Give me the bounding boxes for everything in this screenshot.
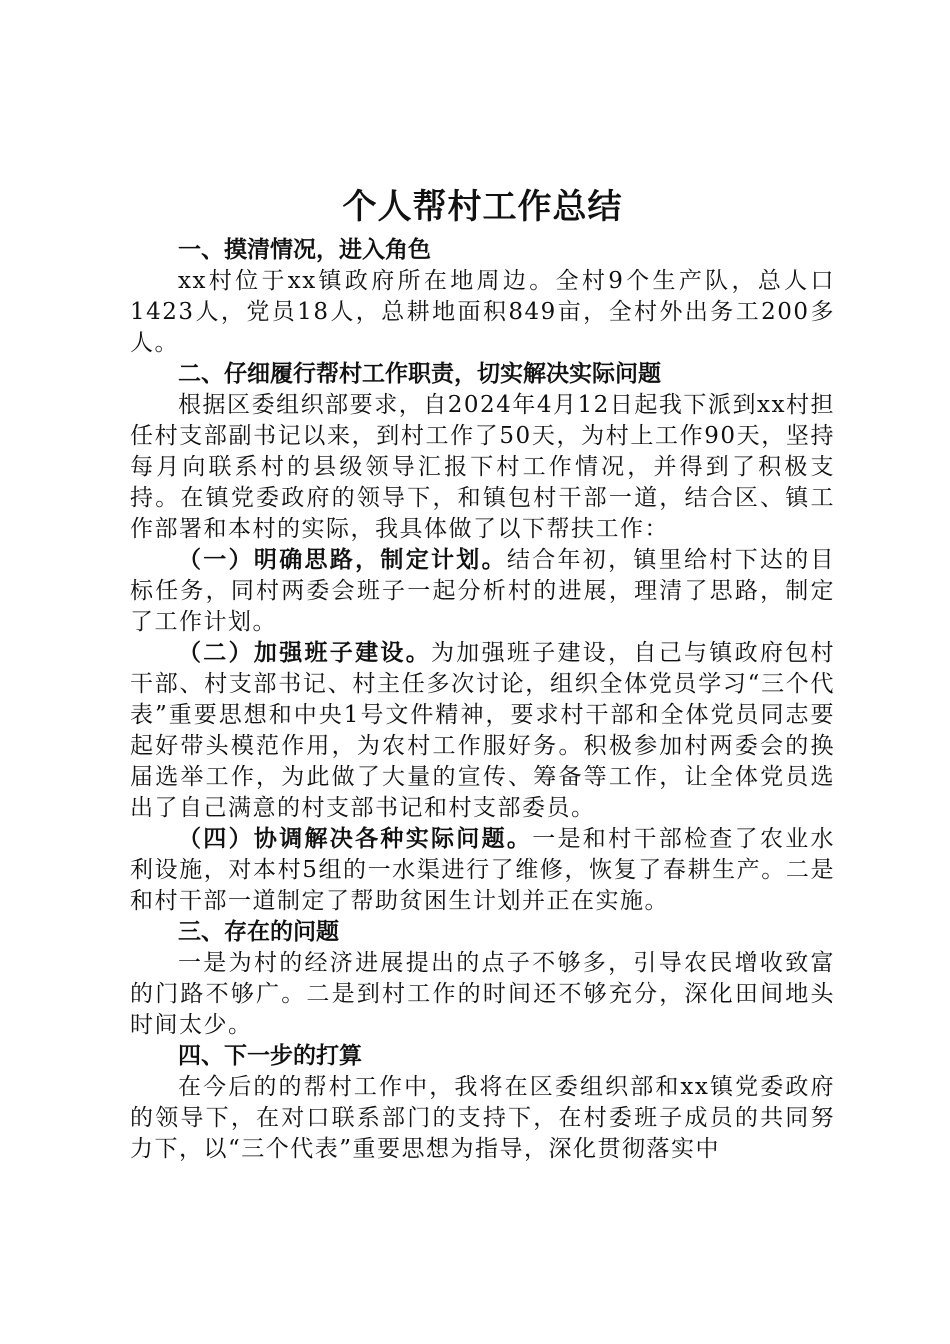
paragraph-text: xx村位于xx镇政府所在地周边。全村9个生产队，总人口1423人，党员18人，总耕地面积849亩，全村外出务工200多人。	[130, 268, 835, 356]
document-body	[130, 183, 835, 1165]
paragraph	[130, 824, 835, 917]
paragraph	[130, 1072, 835, 1165]
section-2	[130, 359, 835, 917]
paragraph-text: 根据区委组织部要求，自2024年4月12日起我下派到xx村担任村支部副书记以来，到村工作了50天，为村上工作90天，坚持每月向联系村的县级领导汇报下村工作情况，并得到了积极支持。在镇党委政府的领导下，和镇包村干部一道，结合区、镇工作部署和本村的实际，我具体做了以下帮扶工作：	[130, 392, 835, 542]
paragraph-text: 结合年初，镇里给村下达的目标任务，同村两委会班子一起分析村的进展，理清了思路，制定了工作计划。	[130, 547, 836, 635]
section-heading: 四、下一步的打算	[178, 1043, 362, 1069]
paragraph	[130, 948, 835, 1041]
paragraph	[130, 390, 835, 545]
paragraph-text: 在今后的的帮村工作中，我将在区委组织部和xx镇党委政府的领导下，在对口联系部门的支持下，在村委班子成员的共同努力下，以“三个代表”重要思想为指导，深化贯彻落实中	[130, 1074, 835, 1162]
paragraph	[130, 545, 835, 638]
section-3	[130, 917, 835, 1041]
section-1	[130, 235, 835, 359]
document-title: 个人帮村工作总结	[342, 187, 623, 227]
paragraph-text: 一是和村干部检查了农业水利设施，对本村5组的一水渠进行了维修，恢复了春耕生产。二是和村干部一道制定了帮助贫困生计划并正在实施。	[130, 826, 836, 914]
section-heading: 一、摸清情况，进入角色	[178, 237, 431, 263]
section-4	[130, 1041, 835, 1165]
paragraph-lead: （一）明确思路，制定计划。	[178, 547, 507, 573]
paragraph	[130, 638, 835, 824]
paragraph-lead: （四）协调解决各种实际问题。	[178, 826, 533, 852]
paragraph	[130, 266, 835, 359]
section-heading: 三、存在的问题	[178, 919, 339, 945]
paragraph-text: 一是为村的经济进展提出的点子不够多，引导农民增收致富的门路不够广。二是到村工作的时间还不够充分，深化田间地头时间太少。	[130, 950, 835, 1038]
paragraph-lead: （二）加强班子建设。	[178, 640, 431, 666]
paragraph-text: 为加强班子建设，自己与镇政府包村干部、村支部书记、村主任多次讨论，组织全体党员学习“三个代表”重要思想和中央1号文件精神，要求村干部和全体党员同志要起好带头模范作用，为农村工作服好务。积极参加村两委会的换届选举工作，为此做了大量的宣传、筹备等工作，让全体党员选出了自己满意的村支部书记和村支部委员。	[130, 640, 836, 821]
section-heading: 二、仔细履行帮村工作职责，切实解决实际问题	[178, 361, 661, 387]
